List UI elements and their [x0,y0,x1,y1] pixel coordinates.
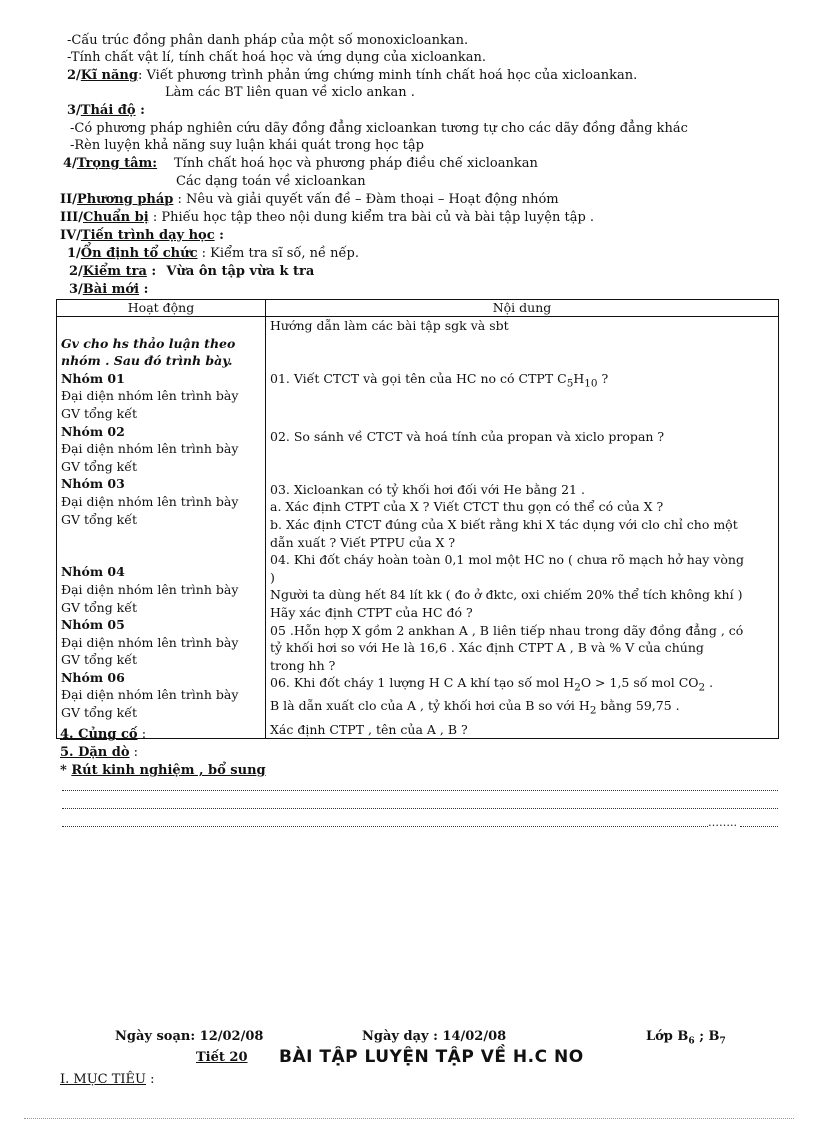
q1-end: ? [597,370,609,386]
question-01 [270,370,774,393]
step3-label: Bài mới [82,282,140,297]
skills-text: : Viết phương trình phản ứng chứng minh tính chất hoá học của xicloankan. [137,68,638,83]
attitude-colon: : [135,103,145,118]
question-03b-1: b. Xác định CTCT đúng của X biết rằng khi X tác dụng với clo chỉ cho một [270,517,738,533]
prep-label: Chuẩn bị [83,210,149,225]
consolidate-label: 4. Củng cố [60,727,138,742]
q6-1a: 06. Khi đốt cháy 1 lượng H C A khí tạo số mol H [270,675,575,691]
activity-row [61,546,261,564]
lesson-title: BÀI TẬP LUYỆN TẬP VỀ H.C NO [279,1047,584,1067]
attitude-label: Thái độ [80,103,136,118]
activity-row: Đại diện nhóm lên trình bày [61,388,239,404]
activity-instruction: Gv cho hs thảo luận theo [61,335,236,351]
q6-1sub: 2 [574,681,581,694]
review-label: Rút kinh nghiệm , bổ sung [71,763,266,778]
method-text: : Nêu và giải quyết vấn đề – Đàm thoại – Hoạt động nhóm [173,192,559,207]
question-02: 02. So sánh về CTCT và hoá tính của propan và xiclo propan ? [270,429,665,445]
question-04-3: Người ta dùng hết 84 lít kk ( đo ở đktc, oxi chiếm 20% thể tích không khí ) [270,587,743,603]
review-line [60,763,266,779]
step1-prefix: 1/ [67,246,81,261]
homework-line [60,745,138,761]
activity-row: Đại diện nhóm lên trình bày [61,493,239,509]
group-label: Nhóm 06 [61,669,125,685]
activity-row: GV tổng kết [61,511,137,527]
question-05-3: trong hh ? [270,657,336,673]
process-line [60,228,224,244]
question-06-1 [270,674,774,697]
method-prefix: II/ [60,192,77,207]
question-06-2 [270,697,774,720]
class-sub1: 6 [688,1036,695,1047]
dotted-line-1 [62,790,778,791]
table-body-row [57,317,779,739]
q1-sub2: 10 [584,377,598,390]
content-intro: Hướng dẫn làm các bài tập sgk và sbt [270,318,509,333]
dotted-line-2 [62,808,778,809]
group-label: Nhóm 02 [61,423,125,439]
homework-label: 5. Dặn dò [60,745,130,760]
activity-cell [57,317,266,739]
skills-line [67,68,637,84]
process-prefix: IV/ [60,228,81,243]
activity-row: Đại diện nhóm lên trình bày [61,687,239,703]
group-label: Nhóm 04 [61,564,125,580]
method-line [60,192,559,208]
class-mid: ; B [694,1029,720,1044]
q1-mid: H [573,370,585,386]
table-header-row [57,300,779,317]
period-label: Tiết 20 [196,1050,248,1065]
activity-row: GV tổng kết [61,405,137,421]
activity-row: GV tổng kết [61,652,137,668]
activity-row [61,528,261,546]
method-label: Phương pháp [76,192,174,207]
q6-1sub2: 2 [698,681,706,694]
q6-2b: bằng 59,75 . [596,698,680,714]
prep-line [60,210,594,226]
q1-sub1: 5 [566,377,574,390]
step3-colon: : [139,282,149,297]
question-06-3: Xác định CTPT , tên của A , B ? [270,721,468,737]
step3-prefix: 3/ [69,282,83,297]
spacer [270,446,774,464]
objectives-heading-label: I. MỤC TIÊU [60,1072,146,1087]
step2-prefix: 2/ [69,264,83,279]
consolidate-line [60,727,146,743]
content-cell [266,317,779,739]
activity-row: Đại diện nhóm lên trình bày [61,441,239,457]
group-label: Nhóm 01 [61,370,125,386]
step2-text: Vừa ôn tập vừa k tra [166,264,315,279]
focus-line [63,156,157,172]
dots-tail: …….. [708,816,737,829]
question-05-1: 05 .Hỗn hợp X gồm 2 ankhan A , B liên tiếp nhau trong dãy đồng đẳng , có [270,622,744,638]
focus-label: Trọng tâm: [76,156,158,171]
activity-instruction: nhóm . Sau đó trình bày. [61,353,233,369]
activity-row: Đại diện nhóm lên trình bày [61,634,239,650]
step1-label: Ổn định tổ chức [80,246,198,261]
q1-text: 01. Viết CTCT và gọi tên của HC no có CTPT C [270,370,567,386]
lesson-table [56,299,779,739]
spacer [270,463,774,481]
consolidate-colon: : [137,727,147,742]
question-03a: a. Xác định CTPT của X ? Viết CTCT thu gọn có thể có của X ? [270,499,664,515]
q6-2sub: 2 [589,704,597,717]
homework-colon: : [129,745,139,760]
header-activity: Hoạt động [57,300,266,317]
class-label [646,1029,726,1050]
prep-prefix: III/ [60,210,83,225]
knowledge-item-1: -Cấu trúc đồng phân danh pháp của một số monoxicloankan. [67,33,469,48]
step2-line [69,264,314,280]
question-03: 03. Xicloankan có tỷ khối hơi đối với He bằng 21 . [270,481,585,497]
spacer [270,410,774,428]
attitude-prefix: 3/ [67,103,81,118]
focus-item-2: Các dạng toán về xicloankan [176,174,366,189]
q6-2a: B là dẫn xuất clo của A , tỷ khối hơi của B so với H [270,698,590,714]
question-04-4: Hãy xác định CTPT của HC đó ? [270,605,473,620]
skills-label: Kĩ năng [80,68,138,83]
knowledge-item-2: -Tính chất vật lí, tính chất hoá học và ứng dụng của xicloankan. [67,50,487,65]
focus-prefix: 4/ [63,156,77,171]
activity-row: Đại diện nhóm lên trình bày [61,581,239,597]
activity-row: GV tổng kết [61,705,137,721]
prep-date: Ngày soạn: 12/02/08 [115,1029,264,1044]
process-label: Tiến trình dạy học [80,228,215,243]
attitude-item-1: -Có phương pháp nghiên cứu dãy đồng đẳng xicloankan tương tự cho các dãy đồng đẳng khác [70,121,688,136]
focus-item-1: Tính chất hoá học và phương pháp điều chế xicloankan [174,156,538,171]
question-05-2: tỷ khối hơi so với He là 16,6 . Xác định CTPT A , B và % V của chúng [270,640,704,656]
question-03b-2: dẫn xuất ? Viết PTPU của X ? [270,534,456,550]
objectives-heading-colon: : [146,1072,155,1087]
dotted-line-3 [62,826,708,827]
question-04-2: ) [270,569,275,585]
activity-row [61,317,261,335]
class-prefix: Lớp B [646,1029,689,1044]
group-label: Nhóm 03 [61,476,125,492]
review-star: * [60,763,72,778]
group-label: Nhóm 05 [61,617,125,633]
prep-text: : Phiếu học tập theo nội dung kiểm tra bài củ và bài tập luyện tập . [148,210,595,225]
step3-line [69,282,148,298]
attitude-heading [67,103,145,119]
process-colon: : [214,228,224,243]
step1-line [67,246,359,262]
step1-text: : Kiểm tra sĩ số, nề nếp. [197,246,359,261]
q6-1b: O > 1,5 số mol CO [580,675,699,691]
question-04-1: 04. Khi đốt cháy hoàn toàn 0,1 mol một HC no ( chưa rõ mạch hở hay vòng [270,552,744,568]
header-content: Nội dung [266,300,779,317]
dotted-line-3-tail [740,826,778,827]
class-sub2: 7 [719,1036,726,1047]
skills-line-2: Làm các BT liên quan về xiclo ankan . [165,85,415,100]
page-bottom-border [24,1118,794,1119]
attitude-item-2: -Rèn luyện khả năng suy luận khái quát trong học tập [70,138,424,153]
teach-date: Ngày dạy : 14/02/08 [362,1029,507,1044]
spacer [270,352,774,370]
activity-row: GV tổng kết [61,599,137,615]
objectives-heading [60,1072,155,1088]
spacer [270,335,774,353]
spacer [270,393,774,411]
step2-colon: : [146,264,157,279]
skills-prefix: 2/ [67,68,81,83]
q6-1c: . [705,675,714,691]
activity-row: GV tổng kết [61,458,137,474]
step2-label: Kiểm tra [82,264,147,279]
